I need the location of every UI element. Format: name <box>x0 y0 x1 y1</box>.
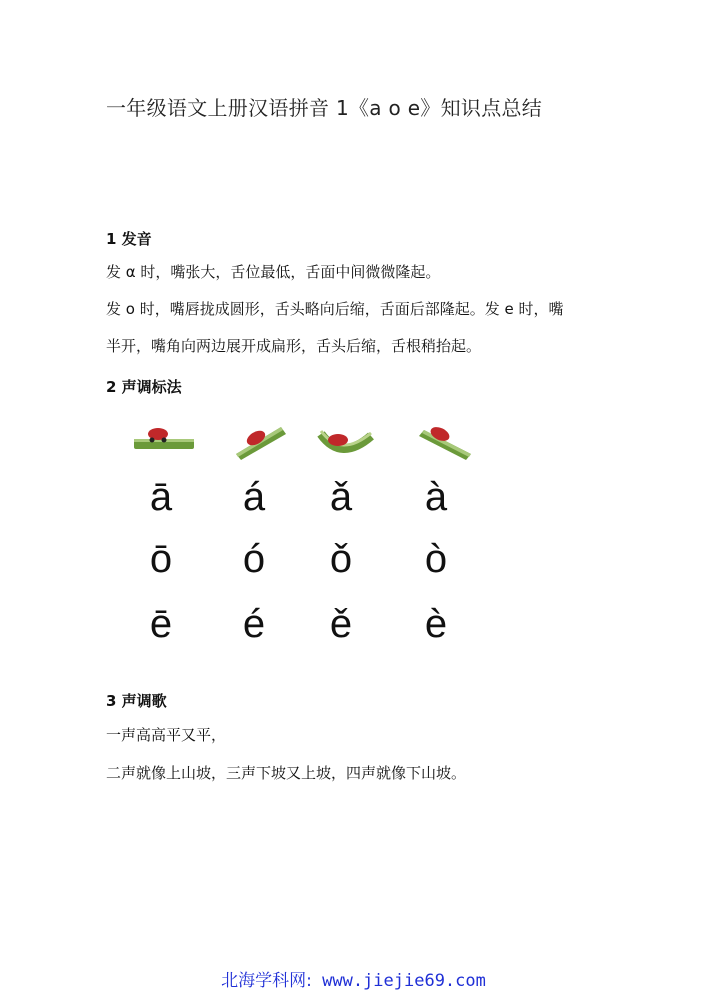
tone-marks-figure <box>106 402 510 674</box>
tone-letter-e2: é <box>242 602 266 646</box>
tone-letter-a4: à <box>424 475 448 519</box>
tone-letter-o1: ō <box>149 537 173 581</box>
section-heading-tone-song: 3 声调歌 <box>106 692 167 710</box>
footer-url-link[interactable]: www.jiejie69.com <box>322 971 486 991</box>
tone-letter-e1: ē <box>149 602 173 646</box>
tone-letter-o4: ò <box>424 537 448 581</box>
section-heading-pronunciation: 1 发音 <box>106 230 152 248</box>
tone-letter-a1: ā <box>149 475 173 519</box>
paragraph-o-e-pronunciation: 发 o 时，嘴唇拢成圆形，舌头略向后缩，舌面后部隆起。发 e 时，嘴 <box>106 300 564 318</box>
section-heading-tone-marks: 2 声调标法 <box>106 378 182 396</box>
tone1-road-illustration <box>134 428 194 449</box>
tone-letter-o2: ó <box>242 537 266 581</box>
tone-letter-o3: ǒ <box>329 537 353 581</box>
tone4-road-illustration <box>419 424 471 460</box>
tone-letter-e4: è <box>424 602 448 646</box>
page-footer <box>0 966 707 991</box>
tone-letter-e3: ě <box>329 602 353 646</box>
paragraph-e-pronunciation-cont: 半开，嘴角向两边展开成扁形，舌头后缩，舌根稍抬起。 <box>106 337 482 355</box>
tone3-road-illustration <box>321 431 371 449</box>
paragraph-tone-song-line2: 二声就像上山坡，三声下坡又上坡，四声就像下山坡。 <box>106 764 467 782</box>
paragraph-a-pronunciation: 发 α 时，嘴张大，舌位最低，舌面中间微微隆起。 <box>106 263 441 281</box>
page-title: 一年级语文上册汉语拼音 1《a o e》知识点总结 <box>106 96 543 120</box>
footer-site-name: 北海学科网: <box>221 971 312 991</box>
paragraph-tone-song-line1: 一声高高平又平， <box>106 726 227 744</box>
tone-letter-a3: ǎ <box>329 475 353 519</box>
tone2-road-illustration <box>236 427 286 460</box>
tone-letter-a2: á <box>242 475 266 519</box>
